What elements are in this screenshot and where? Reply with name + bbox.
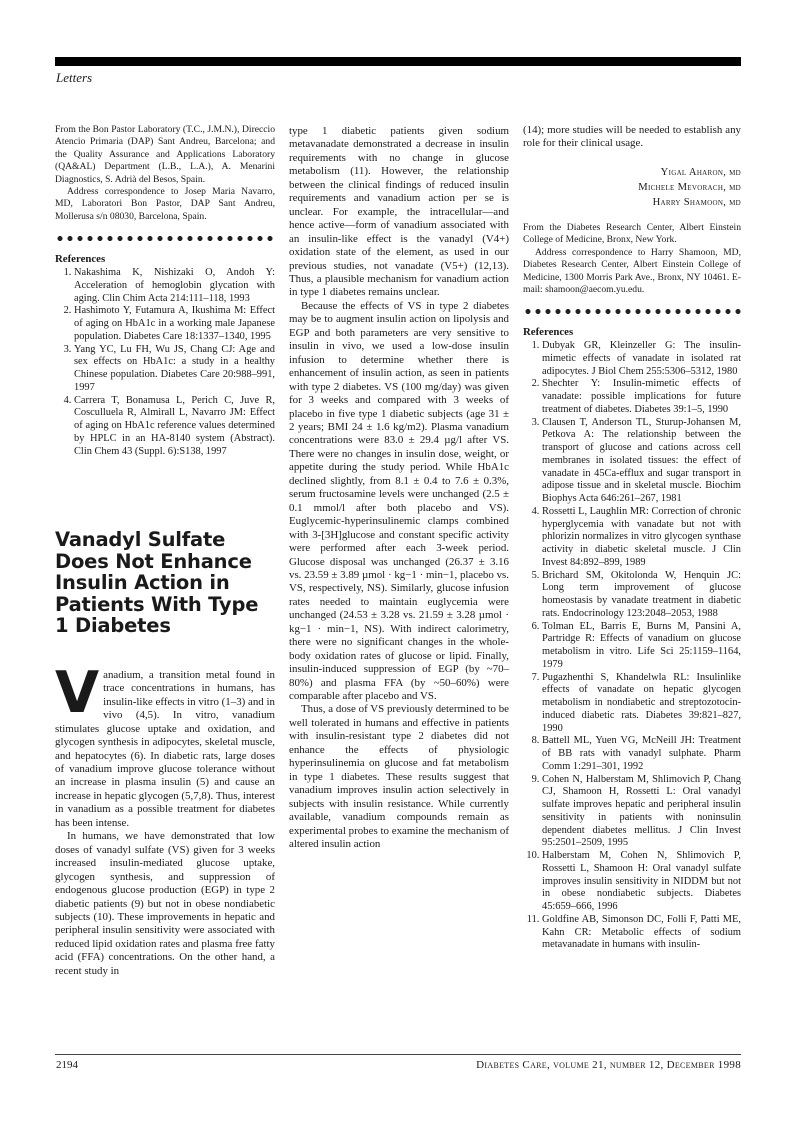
reference-item: 9. Cohen N, Halberstam M, Shlimovich P, Chang CJ, Shamoon H, Rossetti L: Oral vanadyl sulfate improves hepatic and peripheral insulin sensitivity in patients with noninsulin dependent diabetes mellitus. J Clin Invest 95:2501–2509, 1995 — [542, 774, 741, 851]
author-list — [523, 165, 741, 210]
reference-item: 3. Clausen T, Anderson TL, Sturup-Johansen M, Petkova A: The relationship between the transport of glucose and cations across cell membranes in isolated tissues: the effect of vanadate in 45Ca-efflux and sugar transport in adipose tissue and in skeletal muscle. Biochim Biophys Acta 646:261–267, 1981 — [542, 417, 741, 506]
correspondence-2: Address correspondence to Harry Shamoon, MD, Diabetes Research Center, Albert Einstein College of Medicine, 1300 Morris Park Ave., Bronx, NY 10461. E-mail: shamoon@aecom.yu.edu. — [523, 246, 741, 295]
header-rule — [55, 57, 741, 66]
reference-item: 8. Battell ML, Yuen VG, McNeill JH: Treatment of BB rats with vanadyl sulphate. Pharm Comm 1:291–301, 1992 — [542, 735, 741, 773]
reference-item: 4. Carrera T, Bonamusa L, Perich C, Juve R, Cosculluela R, Almirall L, Navarro JM: Effect of aging on HbA1c reference values determined by HPLC in an HA-8140 system (Abstract). Clin Chem 43 (Suppl. 6):S138, 1997 — [74, 395, 275, 459]
author-name: Harry Shamoon, md — [652, 196, 741, 208]
column-2 — [289, 125, 509, 851]
column-3 — [523, 124, 741, 952]
column-1 — [55, 124, 275, 978]
reference-item: 1. Nakashima K, Nishizaki O, Andoh Y: Acceleration of hemoglobin glycation with aging. Clin Chim Acta 214:111–118, 1993 — [74, 267, 275, 305]
reference-list-2 — [523, 340, 741, 952]
reference-item: 5. Brichard SM, Okitolonda W, Henquin JC: Long term improvement of glucose homeostasis by vanadate treatment in diabetic rats. Endocrinology 123:2048–2053, 1988 — [542, 570, 741, 621]
affiliation-2: From the Diabetes Research Center, Albert Einstein College of Medicine, Bronx, New York. — [523, 221, 741, 246]
reference-list-1 — [55, 267, 275, 458]
paragraph: In humans, we have demonstrated that low doses of vanadyl sulfate (VS) given for 3 weeks increased insulin-mediated glucose uptake, glycogen synthesis, and suppression of endogenous glucose production (EGP) in type 2 diabetic patients (9) but not in obese nondiabetic subjects (10). These improvements in hepatic and peripheral insulin sensitivity were associated with reduced lipid oxidation rates and plasma free fatty acid (FFA) concentrations. On the other hand, a recent study in — [55, 830, 275, 977]
reference-item: 7. Pugazhenthi S, Khandelwla RL: Insulinlike effects of vanadate on hepatic glycogen metabolism in nondiabetic and streptozotocin-induced diabetic rats. Diabetes 39:821–827, 1990 — [542, 672, 741, 736]
body-text — [55, 659, 275, 830]
drop-cap: V — [55, 659, 100, 726]
references-heading: References — [523, 326, 574, 339]
reference-item: 6. Tolman EL, Barris E, Burns M, Pansini A, Partridge R: Effects of vanadium on glucose metabolism in vitro. Life Sci 25:1159–1164, 1979 — [542, 621, 741, 672]
dotted-separator — [523, 308, 741, 315]
correspondence-1: Address correspondence to Josep Maria Navarro, MD, Laboratori Bon Pastor, DAP Sant Andreu, Mollerusa s/n 08030, Barcelona, Spain. — [55, 186, 275, 222]
reference-item: 2. Hashimoto Y, Futamura A, Ikushima M: Effect of aging on HbA1c in a working male Japanese population. Diabetes Care 18:1337–1340, 1995 — [74, 305, 275, 343]
reference-item: 2. Shechter Y: Insulin-mimetic effects of vanadate: possible implications for future treatment of diabetes. Diabetes 39:1–5, 1990 — [542, 378, 741, 416]
author-name: Michele Mevorach, md — [638, 181, 741, 193]
reference-item: 11. Goldfine AB, Simonson DC, Folli F, Patti ME, Kahn CR: Metabolic effects of sodium metavanadate in humans with insulin- — [542, 914, 741, 952]
reference-item: 3. Yang YC, Lu FH, Wu JS, Chang CJ: Age and sex effects on HbA1c: a study in a healthy Chinese population. Diabetes Care 20:988–991, 1997 — [74, 344, 275, 395]
paragraph: anadium, a transition metal found in trace concentrations in humans, has insulin-like effects in vitro (1–3) and in vivo (4,5). In vitro, vanadium stimulates glucose uptake and oxidation, and glycogen synthesis in adipocytes, skeletal muscle, and hepatocytes (6). In diabetic rats, large doses of vanadium improve glucose tolerance without an increase in plasma insulin (5) and cause an increase in hepatic glycogen (5,7,8). Thus, interest in vanadium as a possible treatment for diabetes has been intense. — [55, 668, 275, 829]
reference-item: 10. Halberstam M, Cohen N, Shlimovich P, Rossetti L, Shamoon H: Oral vanadyl sulfate improves insulin sensitivity in NIDDM but not in obese nondiabetic subjects. Diabetes 45:659–666, 1996 — [542, 850, 741, 914]
journal-citation: Diabetes Care, volume 21, number 12, December 1998 — [476, 1059, 741, 1071]
paragraph: type 1 diabetic patients given sodium metavanadate demonstrated a decrease in insulin requirements with no change in glucose metabolism (11). However, the relationship between the clinical findings of reduced insulin requirements and vanadium action per se is unclear. For example, the intracellular—and hence active—form of vanadium associated with an insulin-like effect is the vanadyl (V4+) oxidation state of the element, as used in our previous studies, not vanadate (V5+) (12,13). Thus, a plausible mechanism for vanadium action in type 1 diabetes remains unclear. — [289, 125, 509, 299]
page-number: 2194 — [56, 1059, 78, 1071]
paragraph: (14); more studies will be needed to establish any role for their clinical usage. — [523, 124, 741, 150]
references-heading: References — [55, 253, 106, 266]
affiliation-1: From the Bon Pastor Laboratory (T.C., J.M.N.), Direccio Atencio Primaria (DAP) Sant Andreu, Barcelona; and the Quality Assurance and Applications Laboratory (QA&AL) Department (L.B., L.A.), A. Menarini Diagnostics, S. Adrià del Besos, Spain. — [55, 124, 275, 185]
footer-rule — [55, 1054, 741, 1055]
section-label: Letters — [56, 70, 93, 85]
dotted-separator — [55, 235, 275, 242]
reference-item: 1. Dubyak GR, Kleinzeller G: The insulin-mimetic effects of vanadate in isolated rat adipocytes. J Biol Chem 255:5306–5312, 1980 — [542, 340, 741, 378]
paragraph: Because the effects of VS in type 2 diabetes may be to augment insulin action on lipolysis and EGP and both parameters are very sensitive to insulin in vivo, we used a low-dose insulin infusion to determine whether there is enhancement of insulin action, as seen in patients with type 2 diabetes. VS (100 mg/day) was given for 3 weeks and compared with 3 weeks of placebo in five type 1 diabetic subjects (age 31 ± 2 years; BMI 24 ± 1.6 kg/m2). Plasma vanadium concentrations were 83.0 ± 29.4 µg/l after VS. There were no changes in insulin dose, weight, or appetite during the study period. While HbA1c declined slightly, from 8.1 ± 0.4 to 7.6 ± 0.3%, serum fructosamine levels were unchanged (2.5 ± 0.1 mmol/l after both placebo and VS). Euglycemic-hyperinsulinemic clamps combined with 3-[3H]glucose and constant specific activity were performed after each 3-week period. Glucose disposal was unchanged (26.37 ± 3.16 vs. 23.59 ± 3.89 µmol · kg−1 · min−1, placebo vs. VS, respectively, NS). Similarly, glucose infusion rates needed to maintain euglycemia were unchanged (24.53 ± 3.28 vs. 21.59 ± 3.28 µmol · kg−1 · min−1, NS). With indirect calorimetry, there were no significant changes in the whole-body oxidation rates of glucose or lipid. Finally, insulin-induced suppression of EGP (by ~70–80%) and plasma FFA (by ~50–60%) were comparable after placebo and VS. — [289, 299, 509, 703]
paragraph: Thus, a dose of VS previously determined to be well tolerated in humans and effective in patients with insulin-resistant type 2 diabetes did not enhance the effects of physiologic hyperinsulinemia on glucose and fat metabolism in type 1 diabetes. These results suggest that vanadium improves insulin action selectively in subjects with insulin resistance. While currently available, vanadium compounds remain as experimental probes to examine the mechanism of altered insulin action — [289, 703, 509, 851]
article-title: Vanadyl Sulfate Does Not Enhance Insulin Action in Patients With Type 1 Diabetes — [55, 528, 259, 638]
author-name: Yigal Aharon, md — [660, 166, 741, 178]
reference-item: 4. Rossetti L, Laughlin MR: Correction of chronic hyperglycemia with vanadate but not with phlorizin normalizes in vitro glycogen synthase activity in diabetic skeletal muscle. J Clin Invest 84:892–899, 1989 — [542, 506, 741, 570]
